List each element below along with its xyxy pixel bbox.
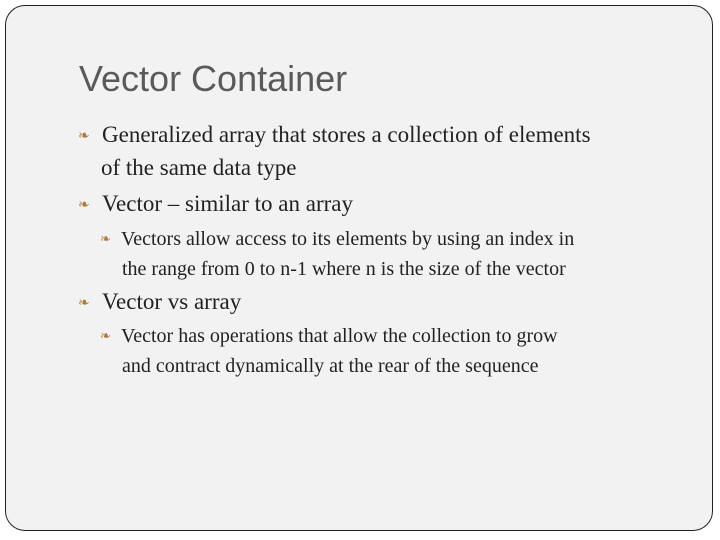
bullet-text-continued: and contract dynamically at the rear of the sequence bbox=[122, 355, 539, 377]
bullet-text: Vectors allow access to its elements by using an index in bbox=[121, 228, 575, 250]
bullet-text: Generalized array that stores a collection of elements bbox=[102, 122, 591, 147]
slide-title: Vector Container bbox=[79, 58, 348, 99]
bullet-text: Vector has operations that allow the collection to grow bbox=[121, 325, 558, 347]
bullet-generalized-array bbox=[78, 120, 678, 182]
bullet-vector-similar bbox=[78, 189, 678, 222]
bullet-text: Vector – similar to an array bbox=[102, 191, 353, 216]
bullet-text-continued: of the same data type bbox=[101, 155, 297, 180]
bullet-marker-icon: ❧ bbox=[78, 129, 90, 144]
sub-bullet-vector-operations bbox=[100, 322, 700, 380]
bullet-marker-icon: ❧ bbox=[78, 198, 90, 213]
bullet-text: Vector vs array bbox=[102, 289, 242, 314]
bullet-marker-icon: ❧ bbox=[100, 328, 111, 343]
bullet-text-continued: the range from 0 to n-1 where n is the size of the vector bbox=[122, 258, 566, 280]
bullet-vector-vs-array bbox=[78, 287, 678, 320]
bullet-marker-icon: ❧ bbox=[78, 296, 90, 311]
sub-bullet-vectors-access bbox=[100, 225, 700, 283]
bullet-marker-icon: ❧ bbox=[100, 231, 111, 246]
